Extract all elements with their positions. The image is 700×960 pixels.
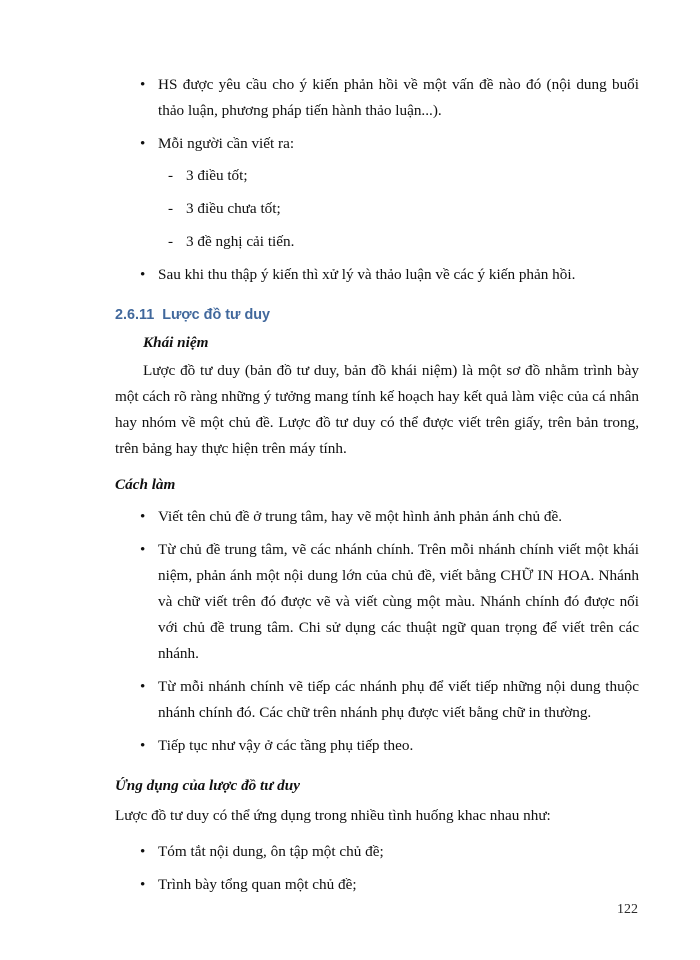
list-item-text: Tóm tắt nội dung, ôn tập một chủ đề; — [158, 843, 384, 860]
list-item — [115, 537, 639, 667]
dash-marker: - — [168, 200, 174, 217]
list-item — [158, 163, 639, 189]
list-item-text: Từ chủ đề trung tâm, vẽ các nhánh chính. Trên mỗi nhánh chính viết một khái niệm, phản ánh một nội dung lớn của chủ đề, viết bằng CHỮ IN HOA. Nhánh và chữ viết trên đó được vẽ và viết cùng một màu. Nhánh chính đó được nối với chủ đề trung tâm. Chi sử dụng các thuật ngữ quan trọng để viết trên các nhánh. — [158, 541, 639, 662]
subheading-cach-lam: Cách làm — [115, 476, 176, 493]
list-item — [158, 229, 639, 255]
list-item — [158, 196, 639, 222]
paragraph-ung-dung-lead: Lược đồ tư duy có thể ứng dụng trong nhiều tình huống khac nhau như: — [115, 807, 551, 824]
list-item-text: Mỗi người cần viết ra: — [158, 135, 295, 152]
spacer — [115, 462, 639, 470]
subheading-ung-dung: Ứng dụng của lược đồ tư duy — [115, 777, 300, 794]
page-content — [115, 72, 639, 898]
list-item — [115, 733, 639, 759]
bullet-marker: • — [140, 135, 146, 152]
after-sub-bullet-list — [115, 262, 639, 288]
bullet-marker: • — [140, 843, 146, 860]
cach-lam-bullet-list — [115, 504, 639, 759]
subheading-khai-niem: Khái niệm — [143, 334, 209, 351]
ung-dung-bullet-list — [115, 839, 639, 898]
dash-marker: - — [168, 233, 174, 250]
list-item — [115, 72, 639, 124]
list-item — [115, 839, 639, 865]
dash-marker: - — [168, 167, 174, 184]
bullet-marker: • — [140, 508, 146, 525]
section-heading: 2.6.11 Lược đồ tư duy — [115, 307, 271, 323]
list-item-text: 3 đề nghị cải tiến. — [186, 233, 295, 250]
list-item — [115, 504, 639, 530]
list-item — [115, 131, 639, 255]
bullet-marker: • — [140, 76, 146, 93]
list-item-text: Sau khi thu thập ý kiến thì xử lý và thảo luận về các ý kiến phản hồi. — [158, 266, 576, 283]
list-item-text: Tiếp tục như vậy ở các tầng phụ tiếp theo. — [158, 737, 414, 754]
bullet-marker: • — [140, 266, 146, 283]
list-item-text: Từ mỗi nhánh chính vẽ tiếp các nhánh phụ để viết tiếp những nội dung thuộc nhánh chính đó. Các chữ trên nhánh phụ được viết bằng chữ in thường. — [158, 678, 639, 721]
spacer — [115, 759, 639, 771]
list-item — [115, 872, 639, 898]
page-number: 122 — [617, 902, 638, 917]
list-item — [115, 262, 639, 288]
bullet-marker: • — [140, 876, 146, 893]
sub-dash-list — [158, 163, 639, 255]
list-item-text: 3 điều chưa tốt; — [186, 200, 281, 217]
list-item — [115, 674, 639, 726]
bullet-marker: • — [140, 678, 146, 695]
paragraph-khai-niem: Lược đồ tư duy (bản đồ tư duy, bản đồ khái niệm) là một sơ đồ nhằm trình bày một cách rõ ràng những ý tưởng mang tính kế hoạch hay kết quả làm việc của cá nhân hay nhóm về một chủ đề. Lược đồ tư duy có thể được viết trên giấy, trên bản trong, trên bảng hay thực hiện trên máy tính. — [115, 362, 639, 457]
top-bullet-list — [115, 72, 639, 255]
list-item-text: Trình bày tổng quan một chủ đề; — [158, 876, 357, 893]
list-item-text: Viết tên chủ đề ở trung tâm, hay vẽ một hình ảnh phản ánh chủ đề. — [158, 508, 562, 525]
bullet-marker: • — [140, 541, 146, 558]
list-item-text: HS được yêu cầu cho ý kiến phản hồi về một vấn đề nào đó (nội dung buổi thảo luận, phương pháp tiến hành thảo luận...). — [158, 76, 639, 119]
list-item-text: 3 điều tốt; — [186, 167, 248, 184]
bullet-marker: • — [140, 737, 146, 754]
